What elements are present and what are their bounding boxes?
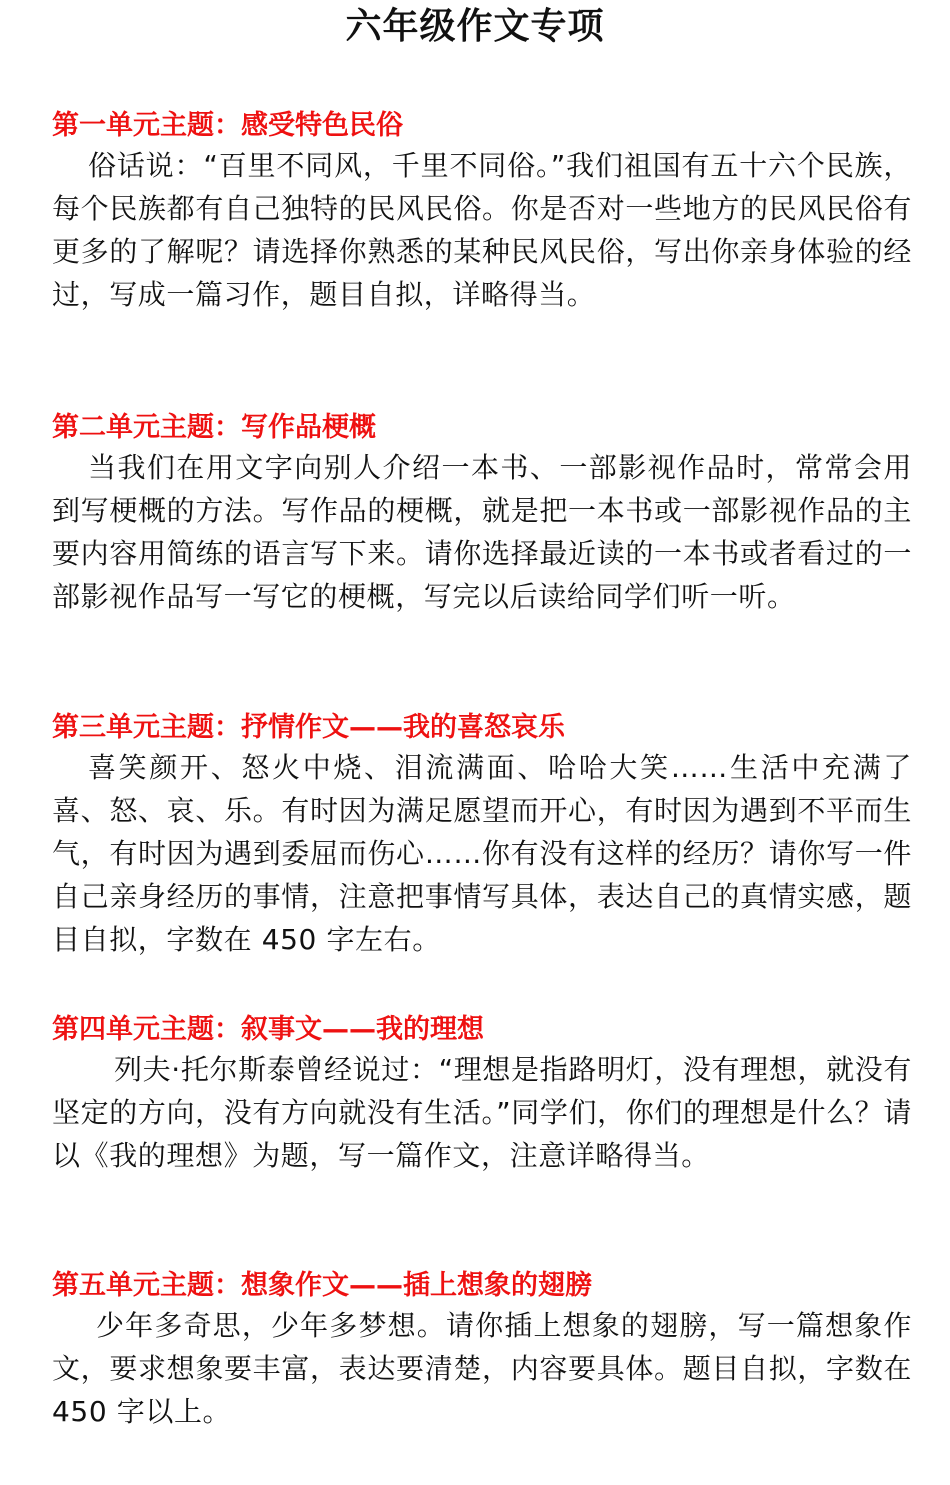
section-unit-3 xyxy=(52,710,912,961)
section-heading: 第五单元主题：想象作文——插上想象的翅膀 xyxy=(52,1270,592,1301)
section-unit-4 xyxy=(52,1012,912,1177)
section-heading: 第一单元主题：感受特色民俗 xyxy=(52,110,403,141)
section-body: 列夫·托尔斯泰曾经说过：“理想是指路明灯，没有理想，就没有坚定的方向，没有方向就没有生活。”同学们，你们的理想是什么？请以《我的理想》为题，写一篇作文，注意详略得当。 xyxy=(52,1053,912,1172)
section-unit-5 xyxy=(52,1268,912,1433)
section-heading: 第四单元主题：叙事文——我的理想 xyxy=(52,1014,484,1045)
section-body: 俗话说：“百里不同风，千里不同俗。”我们祖国有五十六个民族，每个民族都有自己独特的民风民俗。你是否对一些地方的民风民俗有更多的了解呢？请选择你熟悉的某种民风民俗，写出你亲身体验的经过，写成一篇习作，题目自拟，详略得当。 xyxy=(52,149,912,311)
section-body: 少年多奇思，少年多梦想。请你插上想象的翅膀，写一篇想象作文，要求想象要丰富，表达要清楚，内容要具体。题目自拟，字数在 450 字以上。 xyxy=(52,1309,912,1428)
section-unit-2 xyxy=(52,410,912,618)
section-heading: 第二单元主题：写作品梗概 xyxy=(52,412,376,443)
page-title: 六年级作文专项 xyxy=(345,6,605,47)
section-body: 喜笑颜开、怒火中烧、泪流满面、哈哈大笑……生活中充满了喜、怒、哀、乐。有时因为满足愿望而开心，有时因为遇到不平而生气，有时因为遇到委屈而伤心……你有没有这样的经历？请你写一件自己亲身经历的事情，注意把事情写具体，表达自己的真情实感，题目自拟，字数在 450 字左右。 xyxy=(52,751,912,956)
section-body: 当我们在用文字向别人介绍一本书、一部影视作品时，常常会用到写梗概的方法。写作品的梗概，就是把一本书或一部影视作品的主要内容用简练的语言写下来。请你选择最近读的一本书或者看过的一部影视作品写一写它的梗概，写完以后读给同学们听一听。 xyxy=(52,451,912,613)
section-unit-1 xyxy=(52,108,912,316)
section-heading: 第三单元主题：抒情作文——我的喜怒哀乐 xyxy=(52,712,565,743)
